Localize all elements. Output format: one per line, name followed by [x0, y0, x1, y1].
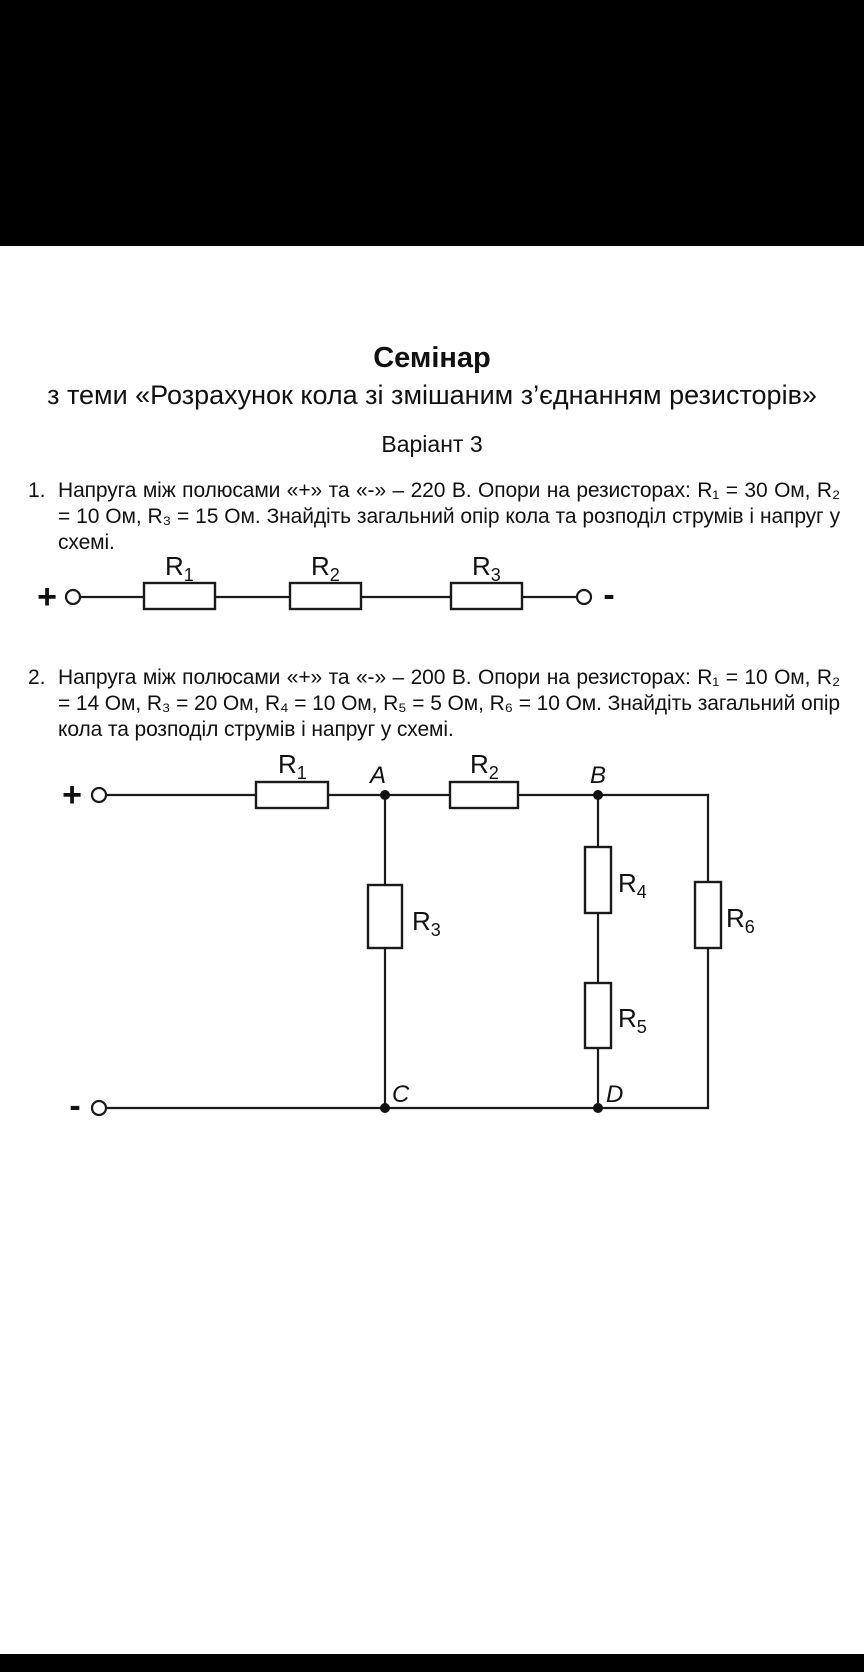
resistor-box-r2	[290, 583, 361, 609]
node-dot-c	[380, 1103, 390, 1113]
resistor-label-r1: $R_1$	[165, 551, 194, 585]
node-dot-b	[593, 790, 603, 800]
page-title: Семінар	[373, 342, 491, 374]
plus-terminal-label: +	[37, 578, 57, 616]
node-label-c: C	[392, 1081, 410, 1108]
minus-terminal-circle	[577, 590, 591, 604]
resistor-label-r5: $R_5$	[618, 1003, 647, 1037]
minus-terminal-circle	[92, 1101, 106, 1115]
page-subtitle: з теми «Розрахунок кола зі змішаним з’єднанням резисторів»	[47, 380, 817, 410]
minus-terminal-label: -	[69, 1087, 81, 1125]
circuit-2-diagram	[30, 740, 810, 1132]
resistor-box-r1	[256, 782, 328, 808]
resistor-box-r3	[368, 885, 402, 948]
top-black-bar	[0, 0, 864, 246]
node-dot-d	[593, 1103, 603, 1113]
problem-1-text: Напруга між полюсами «+» та «-» – 220 В. Опори на резисторах: R₁ = 30 Ом, R₂ = 10 Ом, R₃ = 15 Ом. Знайдіть загальний опір кола та розподіл струмів і напруг у схемі.	[58, 479, 840, 554]
resistor-label-r2: $R_2$	[470, 749, 499, 783]
bottom-black-bar	[0, 1654, 864, 1672]
resistor-label-r4: $R_4$	[618, 868, 647, 902]
resistor-box-r1	[144, 583, 215, 609]
resistor-box-r6	[695, 882, 721, 948]
resistor-label-r3: $R_3$	[472, 551, 501, 585]
plus-terminal-circle	[92, 788, 106, 802]
resistor-label-r2: $R_2$	[311, 551, 340, 585]
plus-terminal-label: +	[62, 776, 82, 814]
node-dot-a	[380, 790, 390, 800]
resistor-label-r1: $R_1$	[278, 749, 307, 783]
node-label-b: B	[589, 762, 607, 789]
circuit-1-diagram	[20, 533, 644, 625]
problem-2	[28, 665, 840, 743]
resistor-label-r3: $R_3$	[412, 906, 441, 940]
resistor-box-r5	[585, 983, 611, 1048]
node-label-d: D	[606, 1081, 624, 1108]
resistor-box-r2	[450, 782, 518, 808]
problem-2-text: Напруга між полюсами «+» та «-» – 200 В. Опори на резисторах: R₁ = 10 Ом, R₂ = 14 Ом, R₃ = 20 Ом, R₄ = 10 Ом, R₅ = 5 Ом, R₆ = 10 Ом. Знайдіть загальний опір кола та розподіл струмів і напруг у схемі.	[58, 666, 840, 741]
resistor-box-r4	[585, 847, 611, 913]
node-label-a: A	[369, 762, 387, 789]
problem-2-number: 2.	[28, 666, 46, 689]
problem-1-number: 1.	[28, 479, 46, 502]
resistor-label-r6: $R_6$	[726, 903, 755, 937]
variant-label: Варіант 3	[381, 431, 483, 457]
minus-terminal-label: -	[603, 576, 615, 614]
resistor-box-r3	[451, 583, 522, 609]
plus-terminal-circle	[66, 590, 80, 604]
